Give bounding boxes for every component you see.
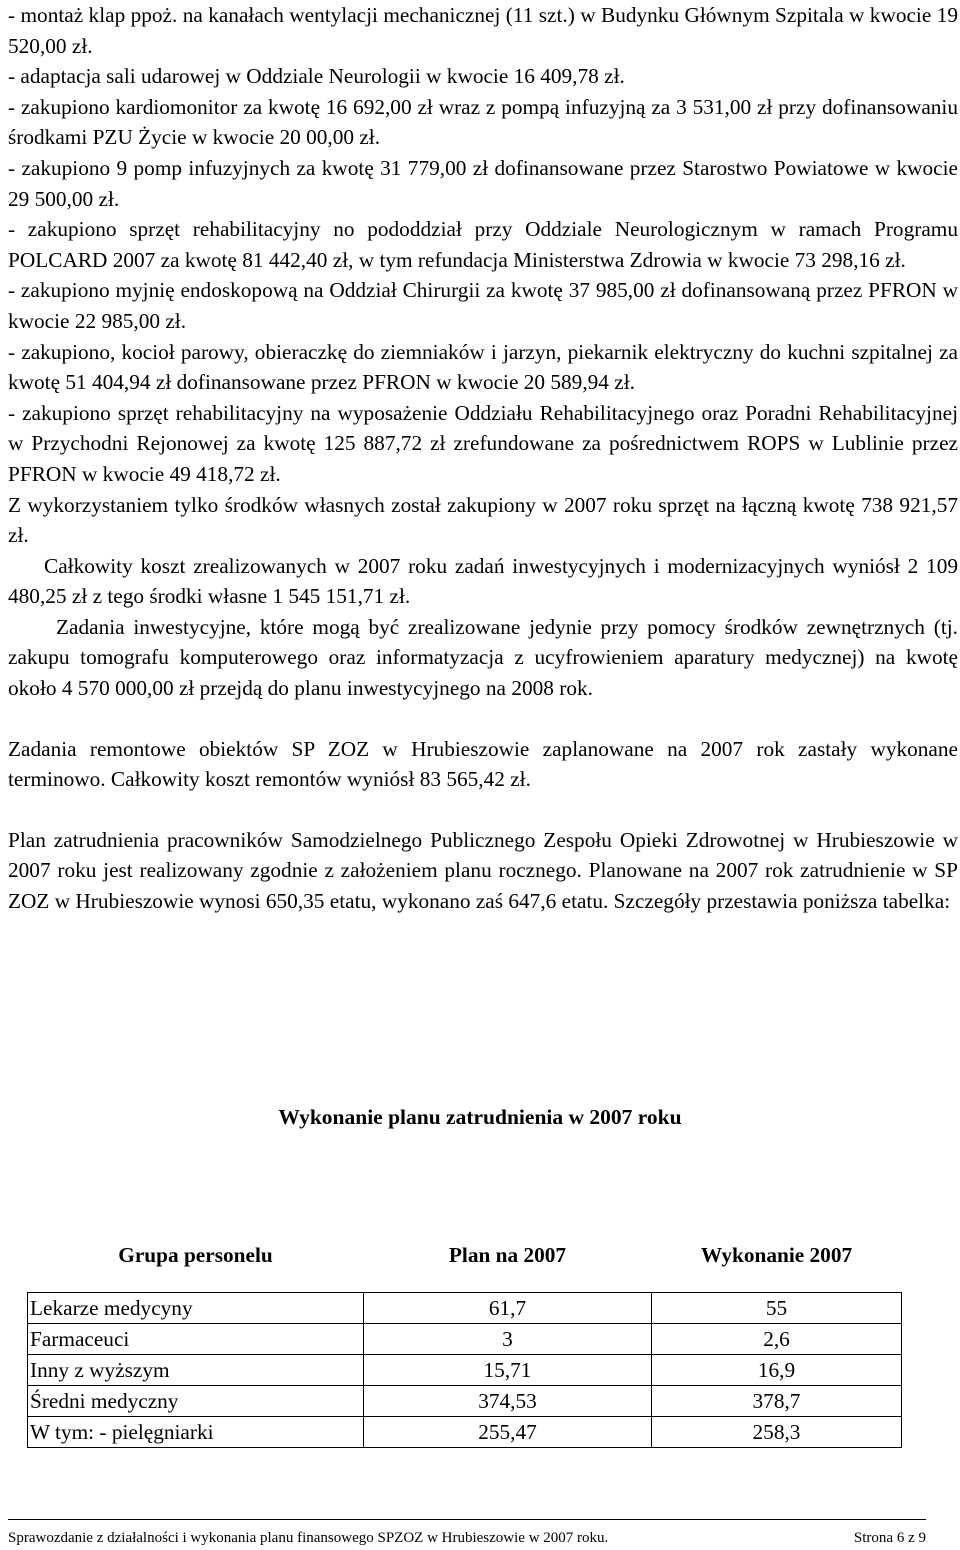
cell-execution: 55 — [652, 1293, 902, 1324]
paragraph-employment-plan: Plan zatrudnienia pracowników Samodzielnego Publicznego Zespołu Opieki Zdrowotnej w Hrubieszowie w 2007 roku jest realizowany zgodnie z założeniem planu rocznego. Planowane na 2007 rok zatrudnienie w SP ZOZ w Hrubieszowie wynosi 650,35 etatu, wykonano zaś 647,6 etatu. Szczegóły przestawia poniższa tabelka: — [8, 827, 958, 914]
table-row — [28, 1324, 902, 1355]
cell-plan: 3 — [364, 1324, 652, 1355]
paragraph-cardiomonitor: - zakupiono kardiomonitor za kwotę 16 692,00 zł wraz z pompą infuzyjną za 3 531,00 zł przy dofinansowaniu środkami PZU Życie w kwocie 20 00,00 zł. — [8, 94, 958, 150]
body-text — [8, 0, 958, 917]
paragraph-kitchen-equipment: - zakupiono, kocioł parowy, obieraczkę do ziemniaków i jarzyn, piekarnik elektryczny do kuchni szpitalnej za kwotę 51 404,94 zł dofinansowane przez PFRON w kwocie 20 589,94 zł. — [8, 339, 958, 395]
footer-page-number: Strona 6 z 9 — [853, 1530, 926, 1546]
paragraph-fire-dampers: - montaż klap ppoż. na kanałach wentylacji mechanicznej (11 szt.) w Budynku Głównym Szpitala w kwocie 19 520,00 zł. — [8, 3, 958, 58]
cell-plan: 255,47 — [364, 1417, 652, 1448]
header-staff-group: Grupa personelu — [28, 1218, 364, 1293]
table-header-row — [28, 1218, 902, 1293]
cell-group: Inny z wyższym — [28, 1355, 364, 1386]
paragraph-rehab-department: - zakupiono sprzęt rehabilitacyjny na wyposażenie Oddziału Rehabilitacyjnego oraz Poradni Rehabilitacyjnej w Przychodni Rejonowej za kwotę 125 887,72 zł zrefundowane za pośrednictwem ROPS w Lublinie przez PFRON w kwocie 49 418,72 zł. — [8, 400, 958, 486]
header-plan: Plan na 2007 — [364, 1218, 652, 1293]
table-row — [28, 1355, 902, 1386]
paragraph-stroke-room: - adaptacja sali udarowej w Oddziale Neurologii w kwocie 16 409,78 zł. — [8, 64, 625, 89]
cell-group: Średni medyczny — [28, 1386, 364, 1417]
cell-plan: 61,7 — [364, 1293, 652, 1324]
cell-execution: 258,3 — [652, 1417, 902, 1448]
table-row — [28, 1293, 902, 1324]
table-title: Wykonanie planu zatrudnienia w 2007 roku — [278, 1105, 682, 1129]
page-footer — [8, 1519, 926, 1548]
cell-execution: 378,7 — [652, 1386, 902, 1417]
paragraph-renovations: Zadania remontowe obiektów SP ZOZ w Hrubieszowie zaplanowane na 2007 rok zastały wykonane terminowo. Całkowity koszt remontów wyniósł 83 565,42 zł. — [8, 736, 958, 792]
table-row — [28, 1417, 902, 1448]
cell-execution: 2,6 — [652, 1324, 902, 1355]
paragraph-external-funding: Zadania inwestycyjne, które mogą być zrealizowane jedynie przy pomocy środków zewnętrznych (tj. zakupu tomografu komputerowego oraz informatyzacja z ucyfrowieniem aparatury medycznej) na kwotę około 4 570 000,00 zł przejdą do planu inwestycyjnego na 2008 rok. — [8, 614, 958, 701]
paragraph-total-cost: Całkowity koszt zrealizowanych w 2007 roku zadań inwestycyjnych i modernizacyjnych wyniósł 2 109 480,25 zł z tego środki własne 1 545 151,71 zł. — [8, 553, 958, 609]
cell-plan: 374,53 — [364, 1386, 652, 1417]
employment-table — [27, 1218, 902, 1448]
paragraph-endoscope-washer: - zakupiono myjnię endoskopową na Oddział Chirurgii za kwotę 37 985,00 zł dofinansowaną przez PFRON w kwocie 22 985,00 zł. — [8, 278, 958, 333]
paragraph-infusion-pumps: - zakupiono 9 pomp infuzyjnych za kwotę 31 779,00 zł dofinansowane przez Starostwo Powiatowe w kwocie 29 500,00 zł. — [8, 155, 958, 211]
cell-group: Farmaceuci — [28, 1324, 364, 1355]
paragraph-rehab-neuro: - zakupiono sprzęt rehabilitacyjny no pododdział przy Oddziale Neurologicznym w ramach Programu POLCARD 2007 za kwotę 81 442,40 zł, w tym refundacja Ministerstwa Zdrowia w kwocie 73 298,16 zł. — [8, 217, 958, 272]
cell-group: W tym: - pielęgniarki — [28, 1417, 364, 1448]
cell-execution: 16,9 — [652, 1355, 902, 1386]
cell-group: Lekarze medycyny — [28, 1293, 364, 1324]
paragraph-own-funds: Z wykorzystaniem tylko środków własnych został zakupiony w 2007 roku sprzęt na łączną kwotę 738 921,57 zł. — [8, 492, 958, 548]
header-execution: Wykonanie 2007 — [652, 1218, 902, 1293]
footer-report-title: Sprawozdanie z działalności i wykonania planu finansowego SPZOZ w Hrubieszowie w 2007 roku. — [8, 1530, 609, 1546]
table-row — [28, 1386, 902, 1417]
cell-plan: 15,71 — [364, 1355, 652, 1386]
